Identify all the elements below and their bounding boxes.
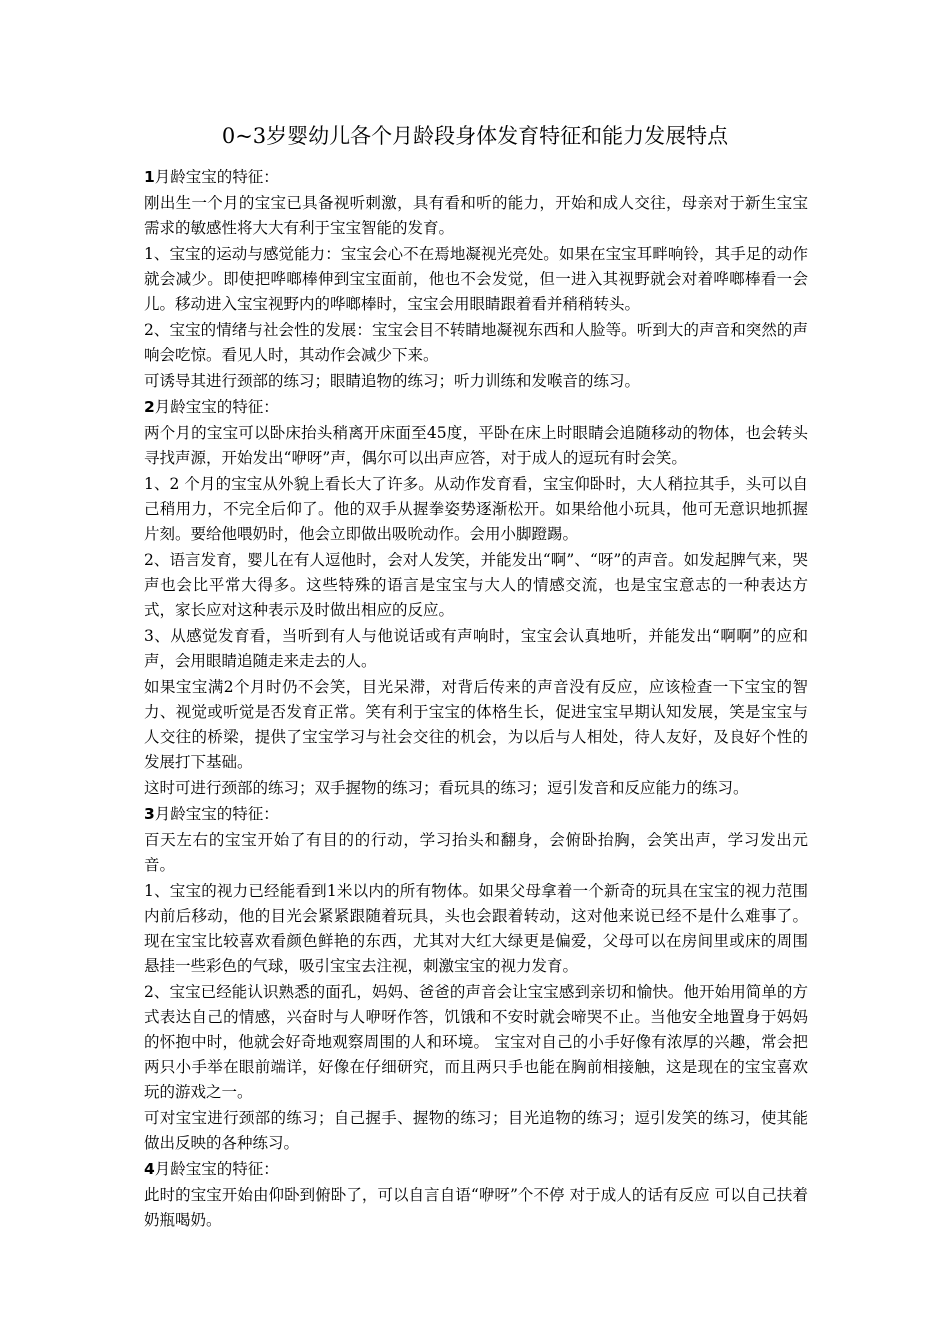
body-paragraph: 此时的宝宝开始由仰卧到俯卧了，可以自言自语“咿呀”个不停 对于成人的话有反应 可以自己扶着奶瓶喝奶。 xyxy=(144,1186,808,1229)
body-paragraph: 百天左右的宝宝开始了有目的的行动，学习抬头和翻身，会俯卧抬胸，会笑出声，学习发出元音。 xyxy=(144,831,808,874)
body-paragraph: 可对宝宝进行颈部的练习；自己握手、握物的练习；目光追物的练习；逗引发笑的练习，使其能做出反映的各种练习。 xyxy=(144,1109,808,1152)
body-paragraph: 1、宝宝的视力已经能看到1米以内的所有物体。如果父母拿着一个新奇的玩具在宝宝的视力范围内前后移动，他的目光会紧紧跟随着玩具，头也会跟着转动，这对他来说已经不是什么难事了。现在宝宝比较喜欢看颜色鲜艳的东西，尤其对大红大绿更是偏爱，父母可以在房间里或床的周围悬挂一些彩色的气球，吸引宝宝去注视，刺激宝宝的视力发育。 xyxy=(144,882,808,975)
section-heading-text: 月龄宝宝的特征： xyxy=(154,1160,279,1178)
body-paragraph: 1、2 个月的宝宝从外貌上看长大了许多。从动作发育看，宝宝仰卧时，大人稍拉其手，头可以自己稍用力，不完全后仰了。他的双手从握拳姿势逐渐松开。如果给他小玩具，他可无意识地抓握片刻。要给他喂奶时，他会立即做出吸吮动作。会用小脚蹬踢。 xyxy=(144,475,808,543)
body-paragraph: 1、宝宝的运动与感觉能力：宝宝会心不在焉地凝视光亮处。如果在宝宝耳畔响铃，其手足的动作就会减少。即使把哗啷棒伸到宝宝面前，他也不会发觉，但一进入其视野就会对着哗啷棒看一会儿。移动进入宝宝视野内的哗啷棒时，宝宝会用眼睛跟着看并稍稍转头。 xyxy=(144,245,808,313)
document-title: 0~3岁婴幼儿各个月龄段身体发育特征和能力发展特点 xyxy=(221,124,729,148)
body-paragraph: 2、宝宝的情绪与社会性的发展：宝宝会目不转睛地凝视东西和人脸等。听到大的声音和突然的声响会吃惊。看见人时，其动作会减少下来。 xyxy=(144,321,808,364)
section-number: 3 xyxy=(144,805,155,823)
body-paragraph: 3、从感觉发育看，当听到有人与他说话或有声响时，宝宝会认真地听，并能发出“啊啊”的应和声，会用眼睛追随走来走去的人。 xyxy=(144,627,808,670)
section-heading xyxy=(144,1157,808,1182)
section-heading-text: 月龄宝宝的特征： xyxy=(154,805,279,823)
section-heading xyxy=(144,802,808,827)
section-number: 4 xyxy=(144,1160,155,1178)
body-paragraph: 可诱导其进行颈部的练习；眼睛追物的练习；听力训练和发喉音的练习。 xyxy=(144,372,641,390)
document-body xyxy=(144,165,808,1234)
section-heading-text: 月龄宝宝的特征： xyxy=(154,398,279,416)
body-paragraph: 这时可进行颈部的练习；双手握物的练习；看玩具的练习；逗引发音和反应能力的练习。 xyxy=(144,779,749,797)
section-heading xyxy=(144,165,808,190)
body-paragraph: 两个月的宝宝可以卧床抬头稍离开床面至45度，平卧在床上时眼睛会追随移动的物体，也会转头寻找声源，开始发出“咿呀”声，偶尔可以出声应答，对于成人的逗玩有时会笑。 xyxy=(144,424,808,467)
section-heading-text: 月龄宝宝的特征： xyxy=(154,168,279,186)
body-paragraph: 2、语言发育，婴儿在有人逗他时，会对人发笑，并能发出“啊”、“呀”的声音。如发起脾气来，哭声也会比平常大得多。这些特殊的语言是宝宝与大人的情感交流，也是宝宝意志的一种表达方式，家长应对这种表示及时做出相应的反应。 xyxy=(144,551,808,619)
body-paragraph: 2、宝宝已经能认识熟悉的面孔，妈妈、爸爸的声音会让宝宝感到亲切和愉快。他开始用简单的方式表达自己的情感，兴奋时与人咿呀作答，饥饿和不安时就会啼哭不止。当他安全地置身于妈妈的怀抱中时，他就会好奇地观察周围的人和环境。 宝宝对自己的小手好像有浓厚的兴趣，常会把两只小手举在眼前端详，好像在仔细研究，而且两只手也能在胸前相接触，这是现在的宝宝喜欢玩的游戏之一。 xyxy=(144,983,808,1101)
body-paragraph: 刚出生一个月的宝宝已具备视听刺激，具有看和听的能力，开始和成人交往，母亲对于新生宝宝需求的敏感性将大大有利于宝宝智能的发育。 xyxy=(144,194,808,237)
section-number: 1 xyxy=(144,168,155,186)
body-paragraph: 如果宝宝满2个月时仍不会笑，目光呆滞，对背后传来的声音没有反应，应该检查一下宝宝的智力、视觉或听觉是否发育正常。笑有利于宝宝的体格生长，促进宝宝早期认知发展，笑是宝宝与人交往的桥梁，提供了宝宝学习与社会交往的机会，为以后与人相处，待人友好，及良好个性的发展打下基础。 xyxy=(144,678,808,771)
section-number: 2 xyxy=(144,398,155,416)
section-heading xyxy=(144,395,808,420)
